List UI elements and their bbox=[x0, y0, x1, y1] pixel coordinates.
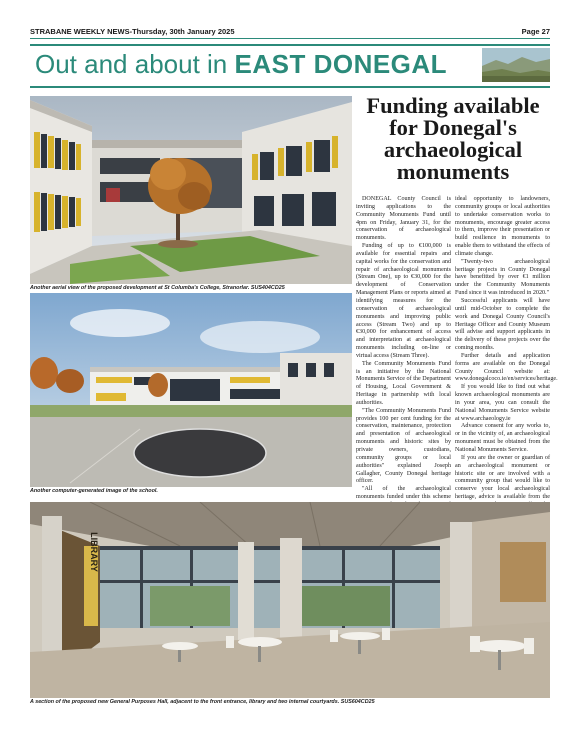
school-caption: Another computer-generated image of the school. bbox=[30, 488, 158, 494]
school-render-image bbox=[30, 293, 352, 487]
article-paragraph: If you would like to find out what known archaeological monuments are in your area, you can consult the National Monuments Service website at www.archaeology.ie bbox=[455, 384, 550, 422]
article-paragraph: Funding of up to €100,000 is available for essential repairs and capital works for the conservation and repair of archaeological monuments (Stream One), up to €30,000 for the development of Conservation Management Plans or reports aimed at identifying measures for the conservation of archaeological monuments and improving public access (Stream Two) and up to €30,000 for enhancement of access and interpretation at archaeological monuments including on-line or virtual access (Stream Three). bbox=[356, 243, 451, 359]
article-column-2 bbox=[455, 196, 558, 525]
library-sign: LIBRARY bbox=[89, 532, 99, 572]
masthead-rule bbox=[30, 38, 550, 39]
courtyard-caption: Another aerial view of the proposed development at St Columba's College, Stranorlar. SUS404CD25 bbox=[30, 285, 285, 291]
banner-title bbox=[35, 49, 447, 80]
hall-render-image bbox=[30, 502, 550, 698]
article-paragraph: Further details and application forms are available on the Donegal County Council website at: www.donegalcoco.ie/en/services/heritage. bbox=[455, 352, 558, 383]
article-paragraph: "The Community Monuments Fund provides 100 per cent funding for the conservation, maintenance, protection and presentation of archaeological monuments and historic sites by private owners, custodians, community groups or local authorities" explained Joseph Gallagher, County Donegal heritage officer. bbox=[356, 407, 451, 485]
section-banner bbox=[30, 44, 550, 88]
article-paragraph: Successful applicants will have until mid-October to complete the work and Donegal County Council's Heritage Officer and County Museum will advise and support applicants in the delivery of these projects over the coming months. bbox=[455, 297, 550, 352]
article-column-1 bbox=[356, 196, 451, 549]
article-paragraph: ideal opportunity to landowners, community groups or local authorities to undertake conservation works to monuments, encourage greater access to them, improve their presentation or build resilience in monuments to enable them to withstand the effects of climate change. bbox=[455, 196, 550, 257]
article-paragraph: "All of the archaeological monuments funded under this scheme bbox=[356, 486, 451, 501]
banner-landscape-image bbox=[482, 48, 550, 82]
article-paragraph: If you are the owner or guardian of an archaeological monument or historic site or are involved with a community group that would like to conserve your local archaeological heritage, advice is available from the bbox=[455, 454, 550, 501]
courtyard-render-image bbox=[30, 96, 352, 284]
article-paragraph: DONEGAL County Council is inviting applications to the Community Monuments Fund until 4pm on Friday, January 31, for the conservation of archaeological monuments. bbox=[356, 196, 451, 242]
publication-date: STRABANE WEEKLY NEWS-Thursday, 30th January 2025 bbox=[30, 27, 235, 36]
article-paragraph: Advance consent for any works to, or in the vicinity of, an archaeological monument must be obtained from the National Monuments Service. bbox=[455, 423, 550, 453]
hall-caption: A section of the proposed new General Purposes Hall, adjacent to the front entrance, library and two internal courtyards. SUS604CD25 bbox=[30, 699, 375, 705]
article-paragraph: The Community Monuments Fund is an initiative by the National Monuments Service of the Department of Housing, Local Government & Heritage in partnership with local authorities. bbox=[356, 360, 451, 406]
banner-region: EAST DONEGAL bbox=[234, 49, 448, 79]
page-number: Page 27 bbox=[521, 27, 550, 36]
article-headline: Funding available for Donegal's archaeological monuments bbox=[366, 93, 540, 184]
article-paragraph: "Twenty-two archaeological heritage projects in County Donegal have benefitted by over €1 million under the Community Monuments Fund since it was introduced in 2020." bbox=[455, 258, 550, 297]
banner-prefix: Out and about in bbox=[35, 49, 228, 79]
